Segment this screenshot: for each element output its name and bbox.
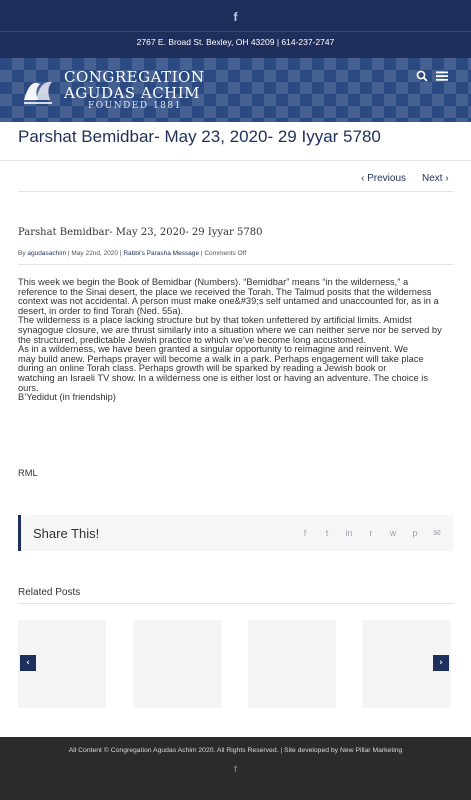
meta-separator: | bbox=[67, 250, 70, 257]
share-icons bbox=[299, 528, 443, 539]
logo-founded: FOUNDED 1881 bbox=[88, 101, 182, 111]
page-title: Parshat Bemidbar- May 23, 2020- 29 Iyyar 5780 bbox=[18, 127, 381, 146]
footer-copyright: All Content © Congregation Agudas Achim 2020. All Rights Reserved. | Site developed by New Pillar Marketing bbox=[68, 747, 403, 754]
meta-separator: | bbox=[119, 250, 122, 257]
share-title: Share This! bbox=[33, 526, 100, 541]
related-posts-title: Related Posts bbox=[18, 587, 81, 598]
post-paragraph: may build anew. Perhaps prayer will become a walk in a park. Perhaps engagement will take place during an online Torah class. Perhaps growth will be sparked by reading a Jewish book or bbox=[18, 353, 424, 374]
signature: RML bbox=[18, 468, 38, 478]
post-paragraph: B’Yedidut (in friendship) bbox=[18, 392, 116, 403]
divider bbox=[18, 191, 453, 192]
category-link[interactable]: Rabbi's Parasha Message bbox=[123, 250, 200, 257]
top-bar-divider bbox=[0, 31, 471, 32]
search-icon[interactable] bbox=[416, 70, 428, 82]
post-paragraph: reference to the Sinai desert, the place we received the Torah. The Talmud posits that the wilderness context was not accidental. A person must make one&#39;s self untamed and unaccounted for, as in a desert, in order to find Torah (Ned. 55a). bbox=[18, 286, 439, 316]
post-body bbox=[18, 278, 450, 403]
post-paragraph: synagogue closure, we are thrust similarly into a situation where we can neither serve nor be served by the structured, predictable Jewish practice to which we’ve become long accustomed. bbox=[18, 324, 442, 345]
divider bbox=[18, 603, 453, 604]
post-title: Parshat Bemidbar- May 23, 2020- 29 Iyyar 5780 bbox=[18, 227, 263, 238]
post-date: May 22nd, 2020 bbox=[71, 250, 119, 257]
divider bbox=[18, 264, 453, 265]
next-post-link[interactable]: Next › bbox=[422, 173, 449, 184]
contact-info: 2767 E. Broad St. Bexley, OH 43209 | 614-237-2747 bbox=[136, 37, 335, 47]
reddit-icon[interactable]: r bbox=[369, 528, 373, 538]
divider bbox=[0, 160, 471, 161]
post-paragraph: As in a wilderness, we have been granted a singular opportunity to reimagine and reinvent. We bbox=[18, 344, 409, 355]
author-link[interactable]: agudasachim bbox=[27, 250, 67, 257]
twitter-icon[interactable]: t bbox=[325, 528, 329, 538]
logo-text-line2[interactable]: AGUDAS ACHIM bbox=[64, 84, 201, 102]
facebook-icon[interactable]: f bbox=[234, 764, 237, 774]
carousel-next-button[interactable]: › bbox=[433, 655, 449, 671]
top-bar bbox=[0, 0, 471, 58]
site-footer bbox=[0, 737, 471, 800]
facebook-icon[interactable]: f bbox=[303, 528, 307, 538]
meta-by: By bbox=[18, 250, 26, 257]
menu-icon[interactable] bbox=[436, 70, 448, 82]
email-icon[interactable]: ✉ bbox=[433, 528, 441, 538]
linkedin-icon[interactable]: in bbox=[345, 528, 353, 538]
previous-post-link[interactable]: ‹ Previous bbox=[361, 173, 407, 184]
post-meta bbox=[18, 250, 246, 257]
related-post-card[interactable] bbox=[133, 620, 221, 708]
post-paragraph: This week we begin the Book of Bemidbar (Numbers). “Bemidbar” means “in the wilderness,” a bbox=[18, 277, 409, 287]
logo-icon[interactable] bbox=[18, 70, 58, 110]
logo-text-line1[interactable]: CONGREGATION bbox=[64, 68, 205, 86]
site-header bbox=[0, 58, 471, 122]
share-box bbox=[18, 515, 453, 551]
related-post-card[interactable] bbox=[248, 620, 336, 708]
pinterest-icon[interactable]: p bbox=[412, 528, 418, 538]
facebook-icon[interactable]: f bbox=[233, 10, 238, 24]
post-paragraph: watching an Israeli TV show. In a wilderness one is either lost or having an adventure. The choice is ours. bbox=[18, 372, 428, 393]
meta-separator: | bbox=[200, 250, 203, 257]
carousel-prev-button[interactable]: ‹ bbox=[20, 655, 36, 671]
whatsapp-icon[interactable]: w bbox=[389, 528, 397, 538]
post-paragraph: The wilderness is a place lacking structure but by that token unfettered by artificial limits. Amidst bbox=[18, 315, 412, 326]
comments-status: Comments Off bbox=[204, 250, 247, 257]
